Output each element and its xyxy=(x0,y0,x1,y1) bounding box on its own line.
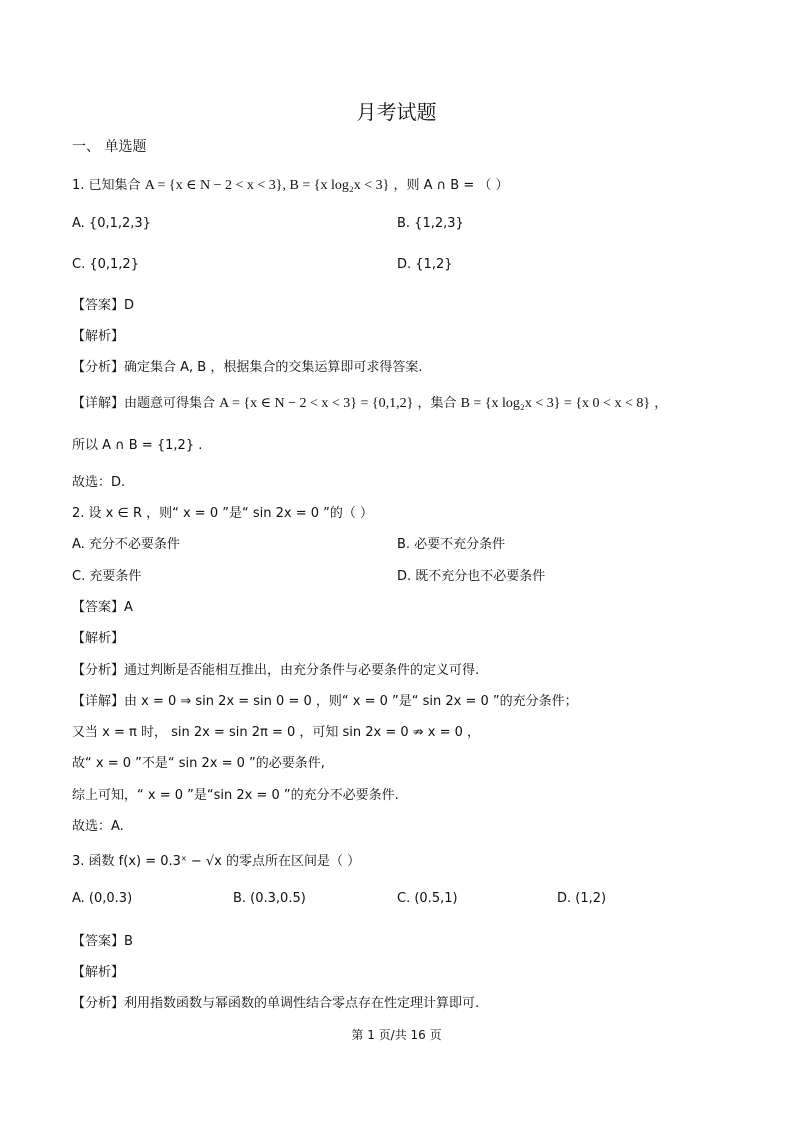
q1-choose: 故选：D. xyxy=(72,475,126,490)
q1-detail-prefix: 【详解】由题意可得集合 xyxy=(72,396,220,411)
q2-option-b: B. 必要不充分条件 xyxy=(397,537,506,552)
q2-analysis: 【分析】通过判断是否能相互推出，由充分条件与必要条件的定义可得. xyxy=(72,663,480,678)
q1-detail-mid: ，集合 xyxy=(417,396,461,411)
q3-stem: 3. 函数 f(x) = 0.3ˣ − √x 的零点所在区间是（ ） xyxy=(72,854,361,869)
page-footer: 第 1 页/共 16 页 xyxy=(351,1028,442,1042)
q1-stem-math: A = {x ∈ N − 2 < x < 3}, B = {x log₂x < 3} xyxy=(144,178,390,193)
q3-option-c: C. (0.5,1) xyxy=(397,891,458,906)
q2-detail-1: 【详解】由 x = 0 ⇒ sin 2x = sin 0 = 0 ，则“ x = 0 ”是“ sin 2x = 0 ”的充分条件； xyxy=(72,694,578,709)
q1-detail-end: ， xyxy=(654,396,668,411)
q2-detail-2: 又当 x = π 时， sin 2x = sin 2π = 0 ，可知 sin 2x = 0 ⇏ x = 0 ， xyxy=(72,725,481,740)
q1-stem-suffix: ，则 A ∩ B = （ ） xyxy=(393,178,509,193)
page-title: 月考试题 xyxy=(356,100,437,124)
q1-option-b: B. {1,2,3} xyxy=(397,216,464,231)
q3-analysis: 【分析】利用指数函数与幂函数的单调性结合零点存在性定理计算即可. xyxy=(72,996,480,1011)
q1-option-a: A. {0,1,2,3} xyxy=(72,216,151,231)
q1-answer: 【答案】D xyxy=(72,298,135,313)
q1-analysis: 【分析】确定集合 A, B ，根据集合的交集运算即可求得答案. xyxy=(72,360,423,375)
q1-stem xyxy=(72,174,509,194)
q2-detail-3: 故“ x = 0 ”不是“ sin 2x = 0 ”的必要条件, xyxy=(72,756,325,771)
q1-analysis-tag: 【解析】 xyxy=(72,329,125,344)
q2-answer: 【答案】A xyxy=(72,600,133,615)
q1-option-d: D. {1,2} xyxy=(397,257,453,272)
q2-analysis-tag: 【解析】 xyxy=(72,631,125,646)
q1-conclusion: 所以 A ∩ B = {1,2} . xyxy=(72,438,203,453)
q3-answer: 【答案】B xyxy=(72,934,133,949)
q2-option-c: C. 充要条件 xyxy=(72,569,142,584)
section-heading: 一、 单选题 xyxy=(72,139,147,155)
q1-detail-math2: B = {x log₂x < 3} = {x 0 < x < 8} xyxy=(460,396,651,411)
q3-option-b: B. (0.3,0.5) xyxy=(233,891,306,906)
q2-option-d: D. 既不充分也不必要条件 xyxy=(397,569,546,584)
q1-detail xyxy=(72,392,667,412)
q2-detail-4: 综上可知，“ x = 0 ”是“sin 2x = 0 ”的充分不必要条件. xyxy=(72,788,399,803)
q3-option-a: A. (0,0.3) xyxy=(72,891,133,906)
q1-stem-prefix: 1. 已知集合 xyxy=(72,178,141,193)
q2-option-a: A. 充分不必要条件 xyxy=(72,537,180,552)
q3-option-d: D. (1,2) xyxy=(557,891,607,906)
q1-detail-math1: A = {x ∈ N − 2 < x < 3} = {0,1,2} xyxy=(219,396,414,411)
q2-choose: 故选：A. xyxy=(72,819,124,834)
q3-analysis-tag: 【解析】 xyxy=(72,965,125,980)
q1-option-c: C. {0,1,2} xyxy=(72,257,139,272)
q2-stem: 2. 设 x ∈ R ，则“ x = 0 ”是“ sin 2x = 0 ”的（ ） xyxy=(72,506,373,521)
